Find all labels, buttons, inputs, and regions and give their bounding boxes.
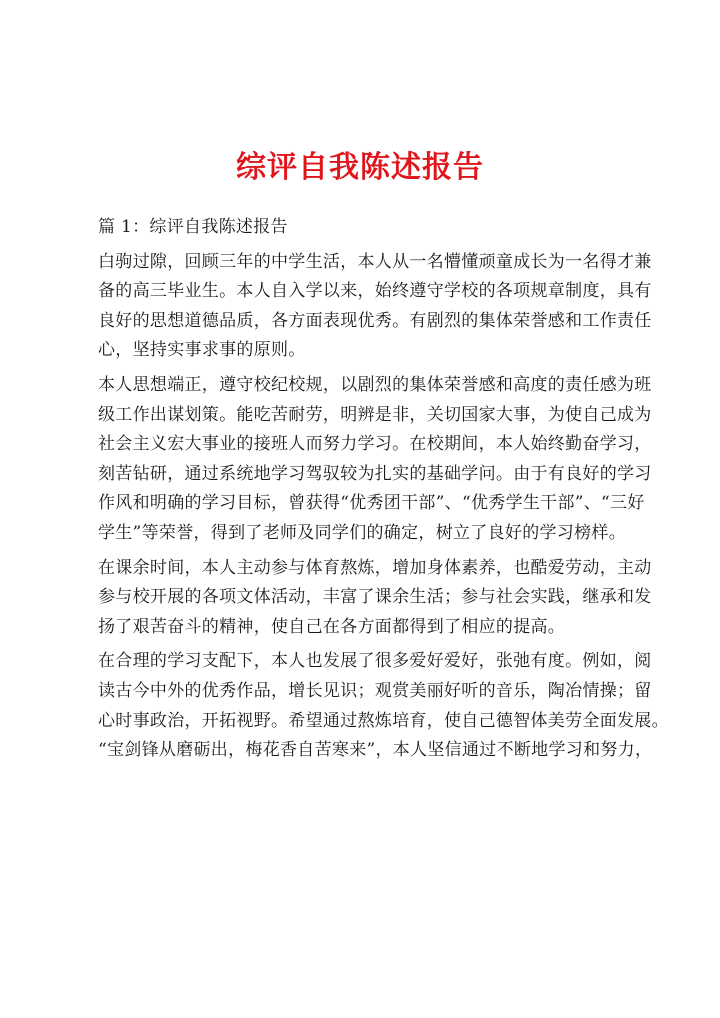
paragraph-3: [98, 554, 652, 643]
paragraph-line: 在课余时间，本人主动参与体育熬炼，增加身体素养，也酷爱劳动，主动: [98, 557, 652, 578]
document-body: [98, 213, 669, 766]
section-heading: 篇 1：综评自我陈述报告: [98, 217, 288, 237]
paragraph-line: 刻苦钻研，通过系统地学习驾驭较为扎实的基础学问。由于有良好的学习: [98, 463, 652, 484]
paragraph-line: 本人思想端正，遵守校纪校规，以剧烈的集体荣誉感和高度的责任感为班: [98, 374, 652, 395]
paragraph-line: 级工作出谋划策。能吃苦耐劳，明辨是非，关切国家大事，为使自己成为: [98, 404, 652, 425]
paragraph-line: 心时事政治，开拓视野。希望通过熬炼培育，使自己德智体美劳全面发展。: [98, 710, 669, 731]
paragraph-line: 心，坚持实事求事的原则。: [98, 340, 306, 361]
paragraph-line: 备的高三毕业生。本人自入学以来，始终遵守学校的各项规章制度，具有: [98, 281, 652, 302]
paragraph-line: 扬了艰苦奋斗的精神，使自己在各方面都得到了相应的提高。: [98, 616, 566, 637]
paragraph-line: 作风和明确的学习目标，曾获得“优秀团干部”、“优秀学生干部”、“三好: [98, 493, 645, 514]
document-title: 综评自我陈述报告: [236, 150, 484, 185]
paragraph-line: 参与校开展的各项文体活动，丰富了课余生活；参与社会实践，继承和发: [98, 587, 652, 608]
paragraph-line: 学生”等荣誉，得到了老师及同学们的确定，树立了良好的学习榜样。: [98, 522, 626, 543]
paragraph-4: [98, 647, 669, 765]
paragraph-line: 良好的思想道德品质，各方面表现优秀。有剧烈的集体荣誉感和工作责任: [98, 310, 652, 331]
paragraph-line: “宝剑锋从磨砺出，梅花香自苦寒来”，本人坚信通过不断地学习和努力，: [98, 740, 653, 761]
paragraph-line: 在合理的学习支配下，本人也发展了很多爱好爱好，张弛有度。例如，阅: [98, 651, 652, 672]
paragraph-line: 社会主义宏大事业的接班人而努力学习。在校期间，本人始终勤奋学习，: [98, 434, 652, 455]
paragraph-line: 白驹过隙，回顾三年的中学生活，本人从一名懵懂顽童成长为一名得才兼: [98, 251, 652, 272]
paragraph-2: [98, 371, 652, 549]
paragraph-1: [98, 248, 652, 366]
paragraph-line: 读古今中外的优秀作品，增长见识；观赏美丽好听的音乐，陶冶情操；留: [98, 680, 652, 701]
